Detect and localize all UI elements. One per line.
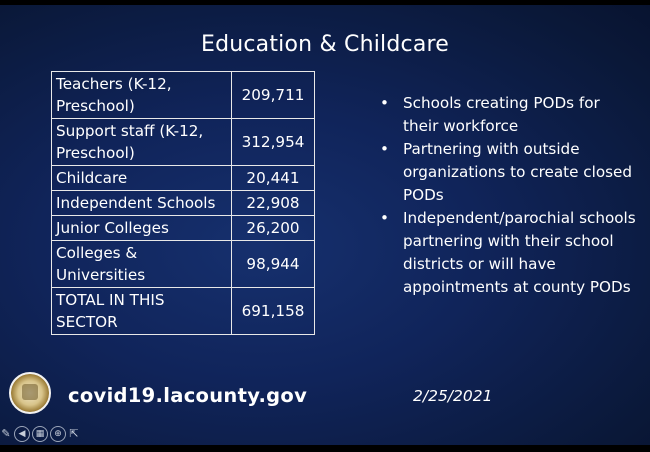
row-label: Teachers (K-12, Preschool) <box>52 72 232 119</box>
bullet-list <box>378 92 638 299</box>
bullet-item <box>378 138 638 207</box>
row-label: Independent Schools <box>52 191 232 216</box>
table-row <box>52 72 315 119</box>
viewer-controls <box>0 425 80 443</box>
previous-slide-icon[interactable]: ◀ <box>14 426 30 442</box>
row-value: 22,908 <box>232 191 315 216</box>
table-row-total <box>52 288 315 335</box>
row-value: 312,954 <box>232 119 315 166</box>
table-row <box>52 166 315 191</box>
pointer-icon[interactable]: ⇱ <box>69 427 79 440</box>
bullet-item <box>378 207 638 299</box>
table-row <box>52 119 315 166</box>
county-seal-logo <box>9 372 51 414</box>
sector-table <box>51 71 315 335</box>
bullet-item <box>378 92 638 138</box>
pen-icon[interactable]: ✎ <box>1 427 11 440</box>
row-label: Colleges & Universities <box>52 241 232 288</box>
table-row <box>52 216 315 241</box>
zoom-icon[interactable]: ⊕ <box>50 426 66 442</box>
bullet-text: Schools creating PODs for their workforce <box>403 94 600 135</box>
row-value: 98,944 <box>232 241 315 288</box>
bullet-text: Independent/parochial schools partnering with their school districts or will have appointments at county PODs <box>403 209 636 296</box>
bullet-icon: • <box>380 94 389 112</box>
bullet-icon: • <box>380 140 389 158</box>
row-label: TOTAL IN THIS SECTOR <box>52 288 232 335</box>
slide <box>0 5 650 445</box>
row-value: 209,711 <box>232 72 315 119</box>
slides-grid-icon[interactable]: ▦ <box>32 426 48 442</box>
slide-date: 2/25/2021 <box>413 387 493 405</box>
slide-title: Education & Childcare <box>200 32 450 57</box>
bullet-text: Partnering with outside organizations to create closed PODs <box>403 140 633 204</box>
table-row <box>52 241 315 288</box>
row-label: Support staff (K-12, Preschool) <box>52 119 232 166</box>
bullet-icon: • <box>380 209 389 227</box>
row-value: 20,441 <box>232 166 315 191</box>
table-row <box>52 191 315 216</box>
row-value: 691,158 <box>232 288 315 335</box>
row-label: Junior Colleges <box>52 216 232 241</box>
website-url: covid19.lacounty.gov <box>68 384 308 407</box>
row-value: 26,200 <box>232 216 315 241</box>
row-label: Childcare <box>52 166 232 191</box>
